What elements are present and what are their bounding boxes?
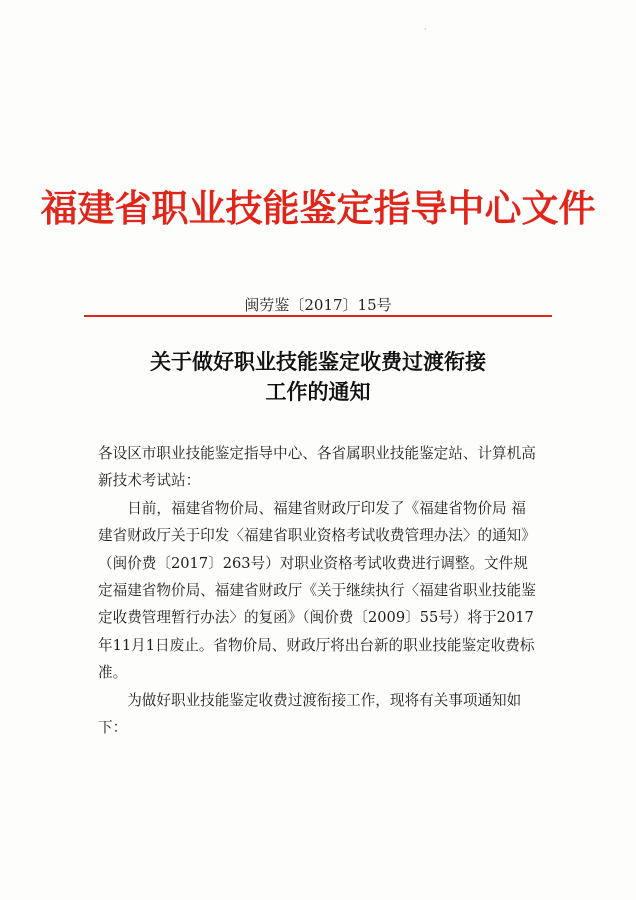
document-header-title: 福建省职业技能鉴定指导中心文件 (40, 186, 596, 230)
document-number: 闽劳鉴〔2017〕15号 (244, 296, 392, 314)
notice-title-line2: 工作的通知 (265, 379, 371, 404)
scan-speck: · (424, 25, 427, 34)
salutation: 各设区市职业技能鉴定指导中心、各省属职业技能鉴定站、计算机高新技术考试站： (98, 445, 536, 490)
body-paragraph-1: 日前，福建省物价局、福建省财政厅印发了《福建省物价局 福建省财政厅关于印发〈福建省职业资格考试收费管理办法〉的通知》（闽价费〔2017〕263号）对职业资格考试收费进行调整。文件规定福建省物价局、福建省财政厅《关于继续执行〈福建省职业技能鉴定收费管理暂行办法〉的复函》（闽价费〔2009〕55号）将于2017年11月1日废止。省物价局、财政厅将出台新的职业技能鉴定收费标准。 (98, 499, 536, 682)
red-divider-line (84, 315, 552, 317)
notice-title (0, 347, 636, 407)
body-paragraph-2: 为做好职业技能鉴定收费过渡衔接工作，现将有关事项通知如下： (98, 691, 522, 737)
notice-body (98, 440, 538, 741)
notice-title-line1: 关于做好职业技能鉴定收费过渡衔接 (150, 349, 486, 374)
